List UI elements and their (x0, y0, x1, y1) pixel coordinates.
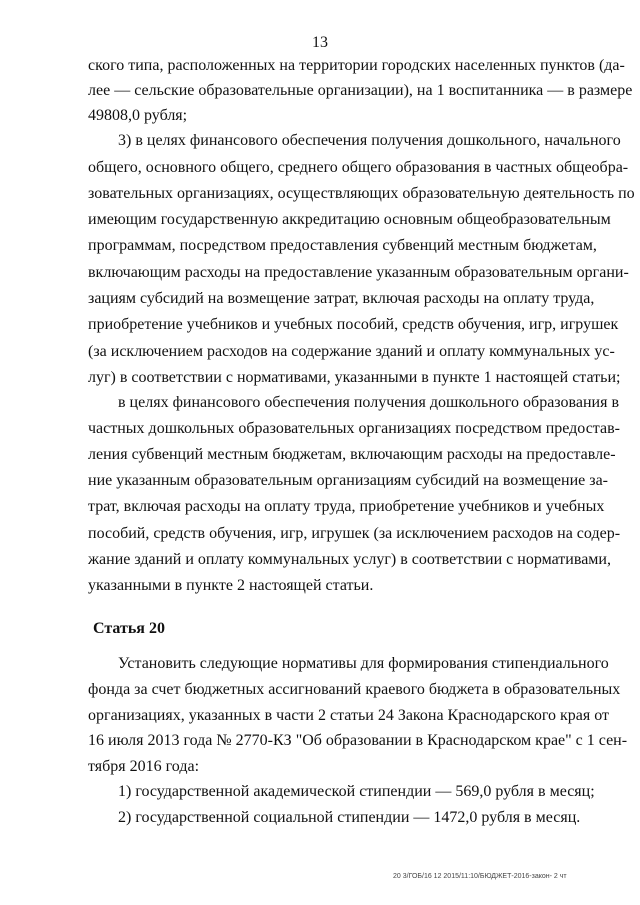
text-line: приобретение учебников и учебных пособий, средств обучения, игр, игрушек (88, 316, 619, 333)
text-line: 49808,0 рубля; (88, 107, 188, 124)
text-line: 16 июля 2013 года № 2770-КЗ "Об образовании в Краснодарском крае" с 1 сен- (88, 732, 628, 749)
text-line: Установить следующие нормативы для формирования стипендиального (118, 655, 609, 672)
text-line: указанными в пункте 2 настоящей статьи. (88, 577, 374, 594)
text-line: в целях финансового обеспечения получения дошкольного образования в (118, 394, 619, 411)
text-line: тября 2016 года: (88, 758, 200, 775)
text-line: лее — сельские образовательные организации), на 1 воспитанника — в размере (88, 82, 633, 99)
text-line: 2) государственной социальной стипендии — 1472,0 рубля в месяц. (118, 809, 581, 826)
text-line: ления субвенций местным бюджетам, включающим расходы на предоставле- (88, 446, 616, 463)
text-line: фонда за счет бюджетных ассигнований краевого бюджета в образовательных (88, 681, 621, 698)
text-line: пособий, средств обучения, игр, игрушек (за исключением расходов на содер- (88, 525, 621, 542)
text-line: частных дошкольных образовательных организациях посредством предостав- (88, 420, 620, 437)
text-line: зациям субсидий на возмещение затрат, включая расходы на оплату труда, (88, 290, 595, 307)
footer-file-reference: 20 3/ГОБ/16 12 2015/11:10/БЮДЖЕТ-2016-закон- 2 чт (393, 873, 567, 880)
article-heading: Статья 20 (93, 620, 165, 637)
text-line: ние указанным образовательным организациям субсидий на возмещение за- (88, 472, 608, 489)
text-line: общего, основного общего, среднего общего образования в частных общеобра- (88, 159, 629, 176)
text-line: луг) в соответствии с нормативами, указанными в пункте 1 настоящей статьи; (88, 369, 621, 386)
text-line: зовательных организациях, осуществляющих образовательную деятельность по (88, 185, 635, 202)
text-line: имеющим государственную аккредитацию основным общеобразовательным (88, 211, 611, 228)
text-line: жание зданий и оплату коммунальных услуг) в соответствии с нормативами, (88, 551, 611, 568)
text-line: включающим расходы на предоставление указанным образовательным органи- (88, 264, 629, 281)
text-line: организациях, указанных в части 2 статьи 24 Закона Краснодарского края от (88, 707, 610, 724)
text-line: трат, включая расходы на оплату труда, приобретение учебников и учебных (88, 498, 605, 515)
text-line: 3) в целях финансового обеспечения получения дошкольного, начального (118, 132, 621, 149)
text-line: программам, посредством предоставления субвенций местным бюджетам, (88, 237, 597, 254)
text-line: ского типа, расположенных на территории городских населенных пунктов (да- (88, 57, 625, 74)
text-line: (за исключением расходов на содержание зданий и оплату коммунальных ус- (88, 343, 615, 360)
text-line: 1) государственной академической стипендии — 569,0 рубля в месяц; (118, 783, 595, 800)
page-number: 13 (312, 34, 328, 51)
